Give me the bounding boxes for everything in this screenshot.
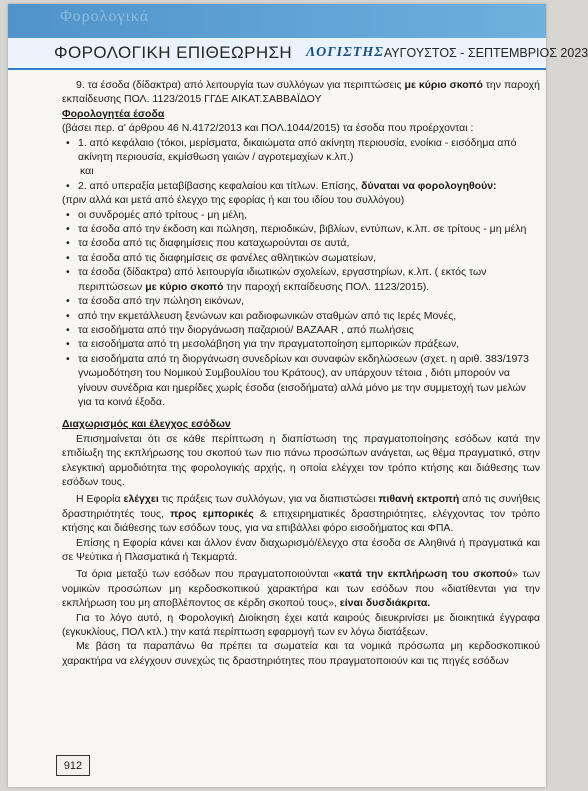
- list-item: • τα εισοδήματα από την διοργάνωση παζαριού/ BAZAAR , από πωλήσεις: [66, 323, 414, 336]
- bullet-icon: •: [66, 295, 70, 308]
- bullet-icon: •: [66, 338, 70, 351]
- issue-date: ΑΥΓΟΥΣΤΟΣ - ΣΕΠΤΕΜΒΡΙΟΣ 2023: [383, 46, 588, 60]
- item-9-text: 9. τα έσοδα (δίδακτρα) από λειτουργία των συλλόγων για περιπτώσεις: [76, 79, 405, 91]
- list-item: • οι συνδρομές από τρίτους - μη μέλη,: [66, 208, 247, 221]
- paragraph: Η Εφορία ελέγχει τις πράξεις των συλλόγων, για να διαπιστώσει πιθανή εκτροπή από τις συνήθεις δραστηριότητές τους, προς εμπορικές & επιχειρηματικές δραστηριότητες, ελέγχοντας τον τρόπο κτήσης και διάθεσης των εσόδων τους, για να επιβάλλει φόρο εισοδήματος και ΦΠΑ.: [62, 493, 540, 535]
- section-title: ΦΟΡΟΛΟΓΙΚΗ ΕΠΙΘΕΩΡΗΣΗ: [54, 43, 293, 62]
- bullet-icon: •: [66, 251, 70, 264]
- list-item: • τα έσοδα από την πώληση εικόνων,: [66, 295, 245, 308]
- page-number: 912: [56, 755, 90, 776]
- paragraph: Τα όρια μεταξύ των εσόδων που πραγματοποιούνται «κατά την εκπλήρωση του σκοπού» των νομικών προσώπων μη κερδοσκοπικού χαρακτήρα και των εσόδων που «διατίθενται για την εκπλήρωση του μη αποβλέποντος σε κέρδη σκοπού τους», είναι δυσδιάκριτα.: [62, 568, 540, 610]
- running-header: [8, 38, 588, 70]
- bullet-icon: •: [66, 309, 70, 322]
- list-item: • τα έσοδα από τις διαφημίσεις που καταχωρούνται σε αυτά,: [66, 237, 350, 250]
- list-item: • τα έσοδα από την έκδοση και πώληση, περιοδικών, βιβλίων, εντύπων, κ.λπ. σε τρίτους - μη μέλη: [66, 223, 527, 236]
- taxable-income-heading: Φορολογητέα έσοδα: [62, 107, 165, 120]
- item-2-note: (πριν αλλά και μετά από έλεγχο της εφορίας ή και του ιδίου του συλλόγου): [62, 194, 405, 207]
- document-page: [8, 4, 588, 787]
- legal-basis: (βάσει περ. α' άρθρου 46 Ν.4172/2013 και ΠΟΛ.1044/2015) τα έσοδα που προέρχονται :: [62, 122, 474, 135]
- header-ghost-text: Φορολογικά: [60, 8, 150, 25]
- list-item: • τα έσοδα από τις διαφημίσεις σε φανέλες αθλητικών σωματείων,: [66, 251, 376, 264]
- list-item: • 2. από υπεραξία μεταβίβασης κεφαλαίου και τίτλων. Επίσης, δύναται να φορολογηθούν:: [66, 179, 497, 192]
- item-9-text-end: την παροχή εκπαίδευσης ΠΟΛ. 1123/2015 ΓΓΔΕ ΑΙΚΑΤ.ΣΑΒΒΑΪΔΟΥ: [62, 79, 540, 106]
- magazine-logo: ΛΟΓΙΣΤΗΣ: [306, 45, 384, 60]
- bullet-icon: •: [66, 266, 70, 279]
- paragraph: Επισημαίνεται ότι σε κάθε περίπτωση η διαπίστωση της πραγματοποίησης εσόδων κατά την επιδίωξη της εκπλήρωσης του σκοπού των πιο πάνω προσώπων ανάγεται, ως θέμα πραγματικό, στην ελεγκτική αρμοδιότητα της φορολογικής αρχής, η οποία ελέγχει τον τρόπο κτήσης και διάθεσης των εσόδων τους.: [62, 432, 540, 488]
- bullet-icon: •: [66, 179, 70, 192]
- and-connector: και: [80, 165, 94, 178]
- list-item: • 1. από κεφάλαιο (τόκοι, μερίσματα, δικαιώματα από ακίνητη περιουσία, ενοίκια - εισόδημα από ακίνητη περιουσία, εκμίσθωση γαιών / αγροτεμαχίων κ.λπ.): [66, 136, 517, 164]
- bullet-icon: •: [66, 323, 70, 336]
- paragraph: Με βάση τα παραπάνω θα πρέπει τα σωματεία και τα νομικά πρόσωπα μη κερδοσκοπικού χαρακτήρα να ελέγχουν συνεχώς τις δραστηριότητες που πραγματοποιούν και τις πηγές εσόδων: [62, 640, 540, 667]
- list-item: • τα έσοδα (δίδακτρα) από λειτουργία ιδιωτικών σχολείων, εργαστηρίων, κ.λπ. ( εκτός των περιπτώσεων με κύριο σκοπό την παροχή εκπαίδευσης ΠΟΛ. 1123/2015).: [66, 266, 487, 293]
- article-body: [62, 78, 540, 668]
- bullet-icon: •: [66, 223, 70, 236]
- bullet-icon: •: [66, 352, 70, 365]
- paragraph: Για το λόγο αυτό, η Φορολογική Διοίκηση έχει κατά καιρούς διευκρινίσει με διοικητικά έγγραφα (εγκυκλίους, ΠΟΛ κτλ.) την κατά περίπτωση εφαρμογή των εν λόγω διατάξεων.: [62, 611, 540, 639]
- list-item: • από την εκμετάλλευση ξενώνων και ραδιοφωνικών σταθμών από τις Ιερές Μονές,: [66, 309, 457, 322]
- paragraph: Επίσης η Εφορία κάνει και άλλον έναν διαχωρισμό/έλεγχο στα έσοδα σε Αληθινά ή πραγματικά και σε Ψεύτικα ή Πλασματικά ή Τεκμαρτά.: [62, 536, 540, 563]
- bullet-icon: •: [66, 237, 70, 250]
- bullet-icon: •: [66, 136, 70, 149]
- header-band: [8, 4, 546, 38]
- item-9: [62, 78, 540, 107]
- section-heading: Διαχωρισμός και έλεγχος εσόδων: [62, 418, 231, 431]
- list-item: • τα εισοδήματα από τη διοργάνωση συνεδρίων και συναφών εκδηλώσεων (σχετ. η αριθ. 383/1973 γνωμοδότηση του Νομικού Συμβουλίου του Κράτους), αν υπάρχουν τέτοια , διότι μπορούν να γίνουν συνέδρια και ημερίδες χωρίς έσοδα (εισοδήματα) αλλά μόνο με την συμμετοχή των μελών για τα κοινά έξοδα.: [66, 352, 529, 408]
- bullet-icon: •: [66, 208, 70, 221]
- list-item: • τα εισοδήματα από τη μεσολάβηση για την πραγματοποίηση εμπορικών πράξεων,: [66, 338, 460, 351]
- item-9-bold: με κύριο σκοπό: [404, 79, 483, 91]
